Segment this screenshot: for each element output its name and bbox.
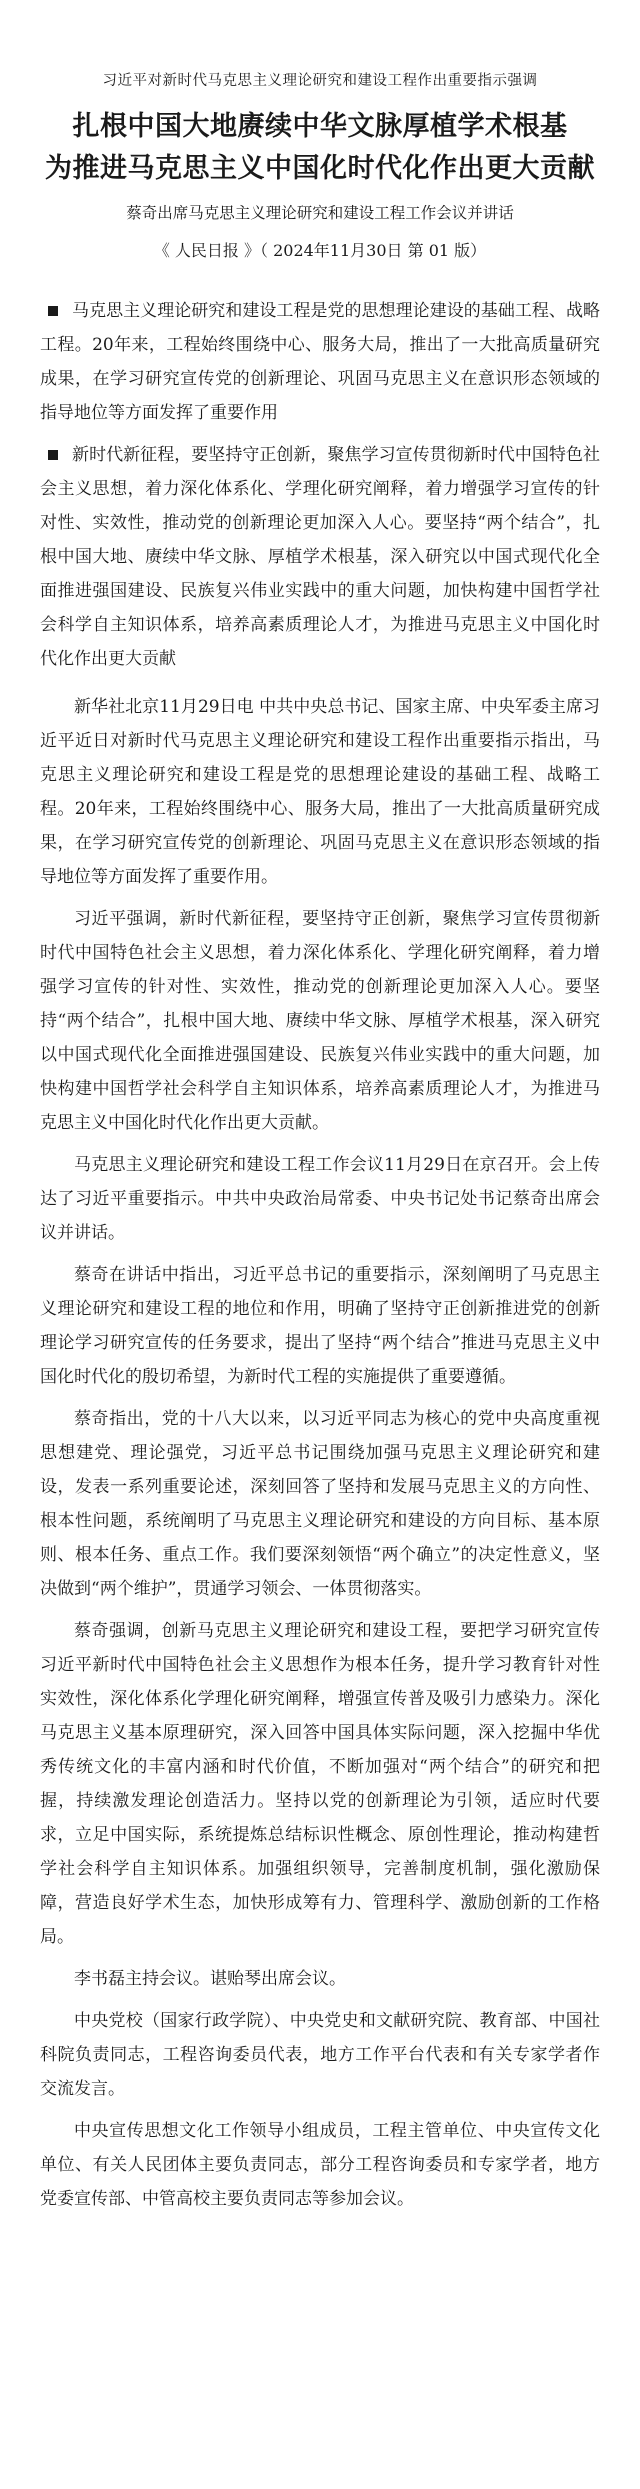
article-subtitle: 蔡奇出席马克思主义理论研究和建设工程工作会议并讲话: [126, 204, 514, 222]
article-body: [40, 690, 600, 2216]
body-paragraph: 中央党校（国家行政学院）、中央党史和文献研究院、教育部、中国社科院负责同志，工程咨询委员代表，地方工作平台代表和有关专家学者作交流发言。: [40, 2011, 600, 2099]
summary-text: 马克思主义理论研究和建设工程是党的思想理论建设的基础工程、战略工程。20年来，工程始终围绕中心、服务大局，推出了一大批高质量研究成果，在学习研究宣传党的创新理论、巩固马克思主义在意识形态领域的指导地位等方面发挥了重要作用: [40, 301, 600, 423]
body-paragraph: 蔡奇强调，创新马克思主义理论研究和建设工程，要把学习研究宣传习近平新时代中国特色社会主义思想作为根本任务，提升学习教育针对性实效性，深化体系化学理化研究阐释，增强宣传普及吸引力感染力。深化马克思主义基本原理研究，深入回答中国具体实际问题，深入挖掘中华优秀传统文化的丰富内涵和时代价值，不断加强对“两个结合”的研究和把握，持续激发理论创造活力。坚持以党的创新理论为引领，适应时代要求，立足中国实际，系统提炼总结标识性概念、原创性理论，推动构建哲学社会科学自主知识体系。加强组织领导，完善制度机制，强化激励保障，营造良好学术生态，加快形成筹有力、管理科学、激励创新的工作格局。: [40, 1621, 600, 1947]
headline-line-1: 扎根中国大地赓续中华文脉厚植学术根基: [72, 111, 568, 142]
body-paragraph: 中央宣传思想文化工作领导小组成员，工程主管单位、中央宣传文化单位、有关人民团体主要负责同志，部分工程咨询委员和专家学者，地方党委宣传部、中管高校主要负责同志等参加会议。: [40, 2121, 600, 2209]
article-summary: [40, 294, 600, 676]
headline-line-2: 为推进马克思主义中国化时代化作出更大贡献: [45, 153, 595, 184]
square-bullet-icon: [48, 306, 58, 316]
body-paragraph: 马克思主义理论研究和建设工程工作会议11月29日在京召开。会上传达了习近平重要指示。中共中央政治局常委、中央书记处书记蔡奇出席会议并讲话。: [40, 1155, 600, 1243]
body-paragraph: 李书磊主持会议。谌贻琴出席会议。: [74, 1969, 346, 1989]
summary-item: [40, 438, 600, 676]
body-paragraph: 蔡奇指出，党的十八大以来，以习近平同志为核心的党中央高度重视思想建党、理论强党，习近平总书记围绕加强马克思主义理论研究和建设，发表一系列重要论述，深刻回答了坚持和发展马克思主义的方向性、根本性问题，系统阐明了马克思主义理论研究和建设的方向目标、基本原则、根本任务、重点工作。我们要深刻领悟“两个确立”的决定性意义，坚决做到“两个维护”，贯通学习领会、一体贯彻落实。: [40, 1409, 600, 1599]
square-bullet-icon: [48, 450, 58, 460]
body-paragraph: 习近平强调，新时代新征程，要坚持守正创新，聚焦学习宣传贯彻新时代中国特色社会主义思想，着力深化体系化、学理化研究阐释，着力增强学习宣传的针对性、实效性，推动党的创新理论更加深入人心。要坚持“两个结合”，扎根中国大地、赓续中华文脉、厚植学术根基，深入研究以中国式现代化全面推进强国建设、民族复兴伟业实践中的重大问题，加快构建中国哲学社会科学自主知识体系，培养高素质理论人才，为推进马克思主义中国化时代化作出更大贡献。: [40, 909, 600, 1133]
summary-text: 新时代新征程，要坚持守正创新，聚焦学习宣传贯彻新时代中国特色社会主义思想，着力深化体系化、学理化研究阐释，着力增强学习宣传的针对性、实效性，推动党的创新理论更加深入人心。要坚持“两个结合”，扎根中国大地、赓续中华文脉、厚植学术根基，深入研究以中国式现代化全面推进强国建设、民族复兴伟业实践中的重大问题，加快构建中国哲学社会科学自主知识体系，培养高素质理论人才，为推进马克思主义中国化时代化作出更大贡献: [40, 445, 600, 669]
body-paragraph: 蔡奇在讲话中指出，习近平总书记的重要指示，深刻阐明了马克思主义理论研究和建设工程的地位和作用，明确了坚持守正创新推进党的创新理论学习研究宣传的任务要求，提出了坚持“两个结合”推进马克思主义中国化时代化的殷切希望，为新时代工程的实施提供了重要遵循。: [40, 1265, 600, 1387]
article-kicker: 习近平对新时代马克思主义理论研究和建设工程作出重要指示强调: [102, 73, 538, 89]
article-source: 《 人民日报 》（ 2024年11月30日 第 01 版）: [153, 241, 487, 260]
body-paragraph: 新华社北京11月29日电 中共中央总书记、国家主席、中央军委主席习近平近日对新时代马克思主义理论研究和建设工程作出重要指示指出，马克思主义理论研究和建设工程是党的思想理论建设的基础工程、战略工程。20年来，工程始终围绕中心、服务大局，推出了一大批高质量研究成果，在学习研究宣传党的创新理论、巩固马克思主义在意识形态领域的指导地位等方面发挥了重要作用。: [40, 697, 600, 887]
summary-item: [40, 294, 600, 430]
